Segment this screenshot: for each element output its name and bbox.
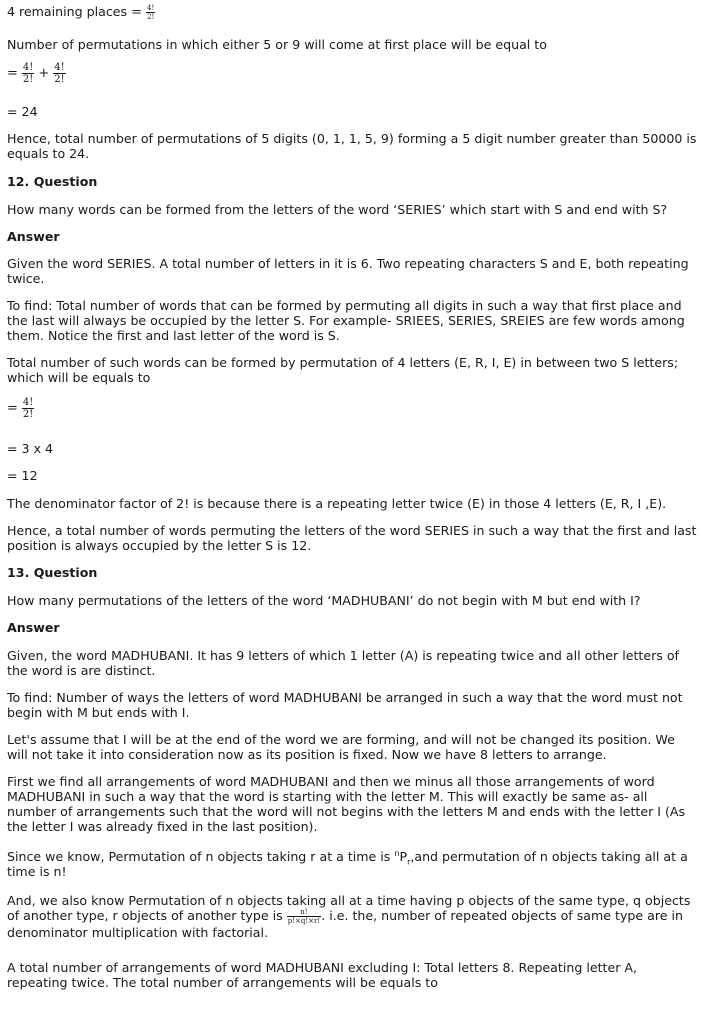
plus-sign: + [38, 66, 50, 81]
equals-sign: = [7, 401, 18, 416]
paragraph: The denominator factor of 2! is because there is a repeating letter twice (E) in those 4 letters (E, R, I ,E). [7, 496, 667, 511]
fraction-4-2: $\frac{4!}{2!}$ [22, 397, 34, 420]
equals-sign: = [131, 5, 142, 20]
paragraph: To find: Number of ways the letters of word MADHUBANI be arranged in such a way that the word must not begin with M but ends with I. [7, 690, 683, 720]
paragraph: To find: Total number of words that can be formed by permuting all digits in such a way that first place and the last will always be occupied by the letter S. For example- SRIEES, SERIES, SREIES are few words among them. Notice the first and last letter of the word is S. [7, 298, 685, 343]
paragraph: Total number of such words can be formed by permutation of 4 letters (E, R, I, E) in between two S letters; which will be equals to [7, 355, 679, 385]
result-line: = 24 [7, 104, 38, 119]
remaining-places-text: 4 remaining places [7, 4, 128, 19]
paragraph: Hence, total number of permutations of 5 digits (0, 1, 1, 5, 9) forming a 5 digit number greater than 50000 is equals to 24. [7, 131, 697, 161]
fraction-a: $\frac{4!}{2!}$ [22, 62, 34, 85]
equals-sign: = [7, 66, 18, 81]
paragraph: Hence, a total number of words permuting the letters of the word SERIES in such a way that the first and last position is always occupied by the letter S is 12. [7, 523, 697, 553]
paragraph: A total number of arrangements of word MADHUBANI excluding I: Total letters 8. Repeating letter A, repeating twice. The total number of arrangements will be equals to [7, 960, 637, 990]
fraction-line [7, 397, 697, 420]
answer-heading: Answer [7, 229, 60, 244]
answer-heading: Answer [7, 620, 60, 635]
question-heading: 13. Question [7, 565, 98, 580]
question-text: How many permutations of the letters of the word ‘MADHUBANI’ do not begin with M but end with I? [7, 593, 641, 608]
remaining-places-line [7, 4, 697, 21]
paragraph: And, we also know Permutation of n objects taking all at a time having p objects of the same type, q objects of another type, r objects of another type is $\frac{n!}{p!\times q!\times r!}$ . i.e. the, number of repeated objects of same type are in denominator multiplication with factorial. [7, 893, 691, 940]
equation-line: = 3 x 4 [7, 441, 54, 456]
fraction-b: $\frac{4!}{2!}$ [54, 62, 65, 85]
fraction-n-over-pqr: $\frac{n!}{p!\times q!\times r!}$ [287, 908, 321, 925]
paragraph: Number of permutations in which either 5 or 9 will come at first place will be equal to [7, 37, 547, 52]
question-text: How many words can be formed from the letters of the word ‘SERIES’ which start with S and end with S? [7, 202, 668, 217]
paragraph: First we find all arrangements of word MADHUBANI and then we minus all those arrangements of word MADHUBANI in such a way that the word is starting with the letter M. This will exactly be same as- all number of arrangements such that the word will not begins with the letters M and ends with the letter I (As the letter I was already fixed in the last position). [7, 774, 686, 834]
paragraph: Since we know, Permutation of n objects taking r at a time is $^nP_r,and$ permutation of n objects taking all at a time is n! [7, 848, 688, 879]
fraction-4-2: $\frac{4!}{2!}$ [147, 4, 155, 21]
question-heading: 12. Question [7, 174, 98, 189]
paragraph: Given, the word MADHUBANI. It has 9 letters of which 1 letter (A) is repeating twice and all other letters of the word is are distinct. [7, 648, 679, 678]
paragraph: Given the word SERIES. A total number of letters in it is 6. Two repeating characters S and E, both repeating twice. [7, 256, 689, 286]
equation-line: = 12 [7, 468, 38, 483]
fraction-sum-line [7, 62, 697, 85]
paragraph: Let's assume that I will be at the end of the word we are forming, and will not be changed its position. We will not take it into consideration now as its position is fixed. Now we have 8 letters to arrange. [7, 732, 675, 762]
